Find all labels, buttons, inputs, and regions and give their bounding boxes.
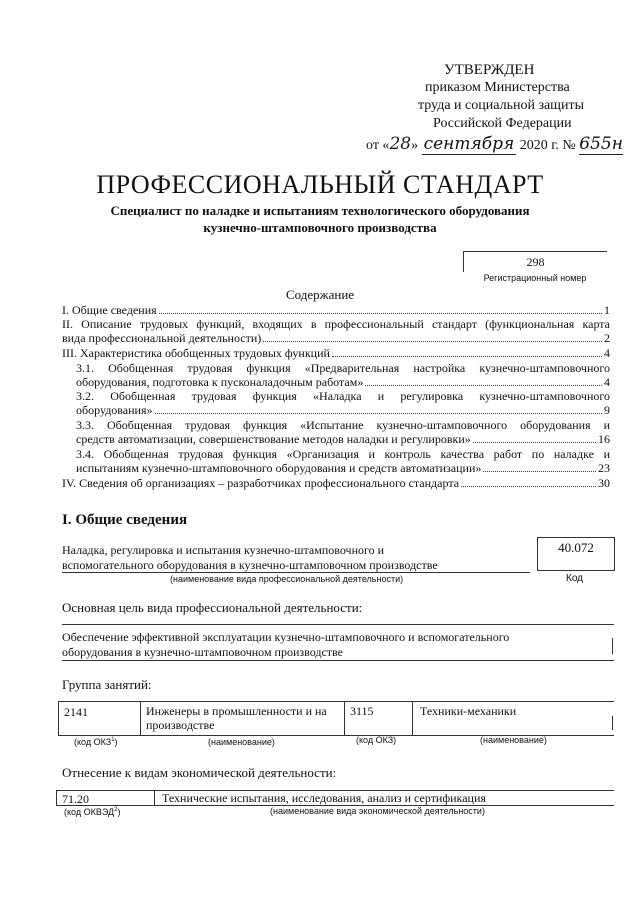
divider [140,701,141,735]
group-code-1: 2141 [64,705,88,719]
group-name-caption: (наименование) [208,737,275,747]
date-day: 28 [389,134,412,154]
toc-item[interactable] [62,303,610,317]
toc-item-page: 16 [598,432,610,446]
toc-item-text: оборудования» [76,403,153,417]
group-code-caption-2: (код ОКЗ) [356,735,397,745]
registration-label: Регистрационный номер [483,273,587,283]
group-code-caption [74,737,118,747]
activity-name [62,543,438,573]
subtitle-line-2: кузнечно-штамповочного производства [203,220,437,235]
toc-item-text: испытаниям кузнечно-штамповочного оборудования и средств автоматизации» [76,461,482,475]
date-year: 2020 г. № [519,138,576,153]
approval-line-1: приказом Министерства [425,80,570,95]
footnote-ref[interactable]: 1 [111,737,115,743]
caption-text: (код ОКЗ [74,737,112,747]
group-name-caption-2: (наименование) [480,735,547,745]
toc-item-cont[interactable] [76,461,610,475]
date-mid: » [411,138,419,153]
group-name-1-line-1: Инженеры в промышленности и на [146,704,327,718]
toc-item-cont[interactable] [76,375,610,389]
toc-item-page: 23 [598,461,610,475]
toc-item[interactable]: 3.4. Обобщенная трудовая функция «Организация и контроль качества работ по наладке и [76,447,610,461]
divider [612,638,613,654]
toc-item[interactable] [62,476,610,490]
footnote-ref[interactable]: 2 [114,807,118,813]
caption-text: ) [117,807,121,817]
toc-item-page: 4 [604,375,610,389]
approval-date [366,134,623,155]
group-name-2: Техники-механики [420,704,517,718]
toc-item-text: вида профессиональной деятельности) [62,331,262,345]
toc-item-text: средств автоматизации, совершенствование методов наладки и регулировки» [76,432,471,446]
divider [344,701,345,735]
divider [58,701,614,702]
econ-label: Отнесение к видам экономической деятельности: [62,765,337,780]
divider [62,624,614,625]
page-title: ПРОФЕССИОНАЛЬНЫЙ СТАНДАРТ [96,170,544,199]
activity-code: 40.072 [537,537,615,571]
caption-text: ) [114,737,118,747]
order-number: 655н [579,134,623,154]
toc-heading: Содержание [285,287,355,302]
divider [62,572,530,573]
toc-item-cont[interactable] [76,432,610,446]
toc-item-text: I. Общие сведения [62,303,157,317]
goal-line-1: Обеспечение эффективной эксплуатации кузнечно-штамповочного и вспомогательного [62,630,510,644]
goal-label: Основная цель вида профессиональной деятельности: [62,600,363,615]
toc-item[interactable]: 3.3. Обобщенная трудовая функция «Испытание кузнечно-штамповочного оборудования и [76,418,610,432]
toc-item-text: оборудования, подготовка к пусконаладочным работам» [76,375,364,389]
group-name-1 [146,704,327,732]
toc-item-page: 9 [604,403,610,417]
divider [412,701,413,735]
subtitle-line-1: Специалист по наладке и испытаниям технологического оборудования [110,203,530,218]
econ-code-caption [64,807,120,817]
toc-item-cont[interactable] [76,403,610,417]
approval-heading: УТВЕРЖДЕН [444,62,535,78]
activity-line-2: вспомогательного оборудования в кузнечно-штамповочном производстве [62,558,438,572]
goal-text [62,630,509,660]
section-heading: I. Общие сведения [62,512,188,528]
group-name-1-line-2: производстве [146,718,215,732]
group-code-2: 3115 [350,704,374,718]
toc-item-text: III. Характеристика обобщенных трудовых функций [62,346,330,360]
toc-item-page: 30 [598,476,610,490]
toc-item[interactable] [62,346,610,360]
econ-name-caption: (наименование вида экономической деятельности) [270,806,485,816]
date-prefix: от « [366,138,390,153]
page-subtitle [60,202,580,236]
toc-item-page: 4 [604,346,610,360]
toc-item-cont[interactable] [62,331,610,345]
divider [56,790,57,805]
group-label: Группа занятий: [62,677,152,692]
toc-item-page: 1 [604,303,610,317]
toc-item[interactable]: 3.2. Обобщенная трудовая функция «Наладка и регулировка кузнечно-штамповочного [76,389,610,403]
econ-name: Технические испытания, исследования, анализ и сертификация [162,791,486,805]
activity-caption: (наименование вида профессиональной деятельности) [170,574,404,584]
caption-text: (код ОКВЭД [64,807,115,817]
divider [58,701,59,735]
approval-line-2: труда и социальной защиты [418,98,584,113]
toc-item[interactable]: II. Описание трудовых функций, входящих в профессиональный стандарт (функциональная карта [62,317,610,331]
econ-code: 71.20 [62,792,89,806]
divider [154,790,155,805]
toc-item-text: IV. Сведения об организациях – разработчиках профессионального стандарта [62,476,460,490]
approval-line-3: Российской Федерации [433,116,572,131]
divider [62,660,614,661]
activity-line-1: Наладка, регулировка и испытания кузнечно-штамповочного и [62,543,385,557]
divider [612,716,613,730]
registration-number: 298 [463,251,607,272]
toc-item-page: 2 [604,331,610,345]
date-month: сентября [423,134,515,154]
code-caption: Код [566,573,584,584]
toc-item[interactable]: 3.1. Обобщенная трудовая функция «Предварительная настройка кузнечно-штамповочного [76,361,610,375]
goal-line-2: оборудования в кузнечно-штамповочном производстве [62,645,343,659]
